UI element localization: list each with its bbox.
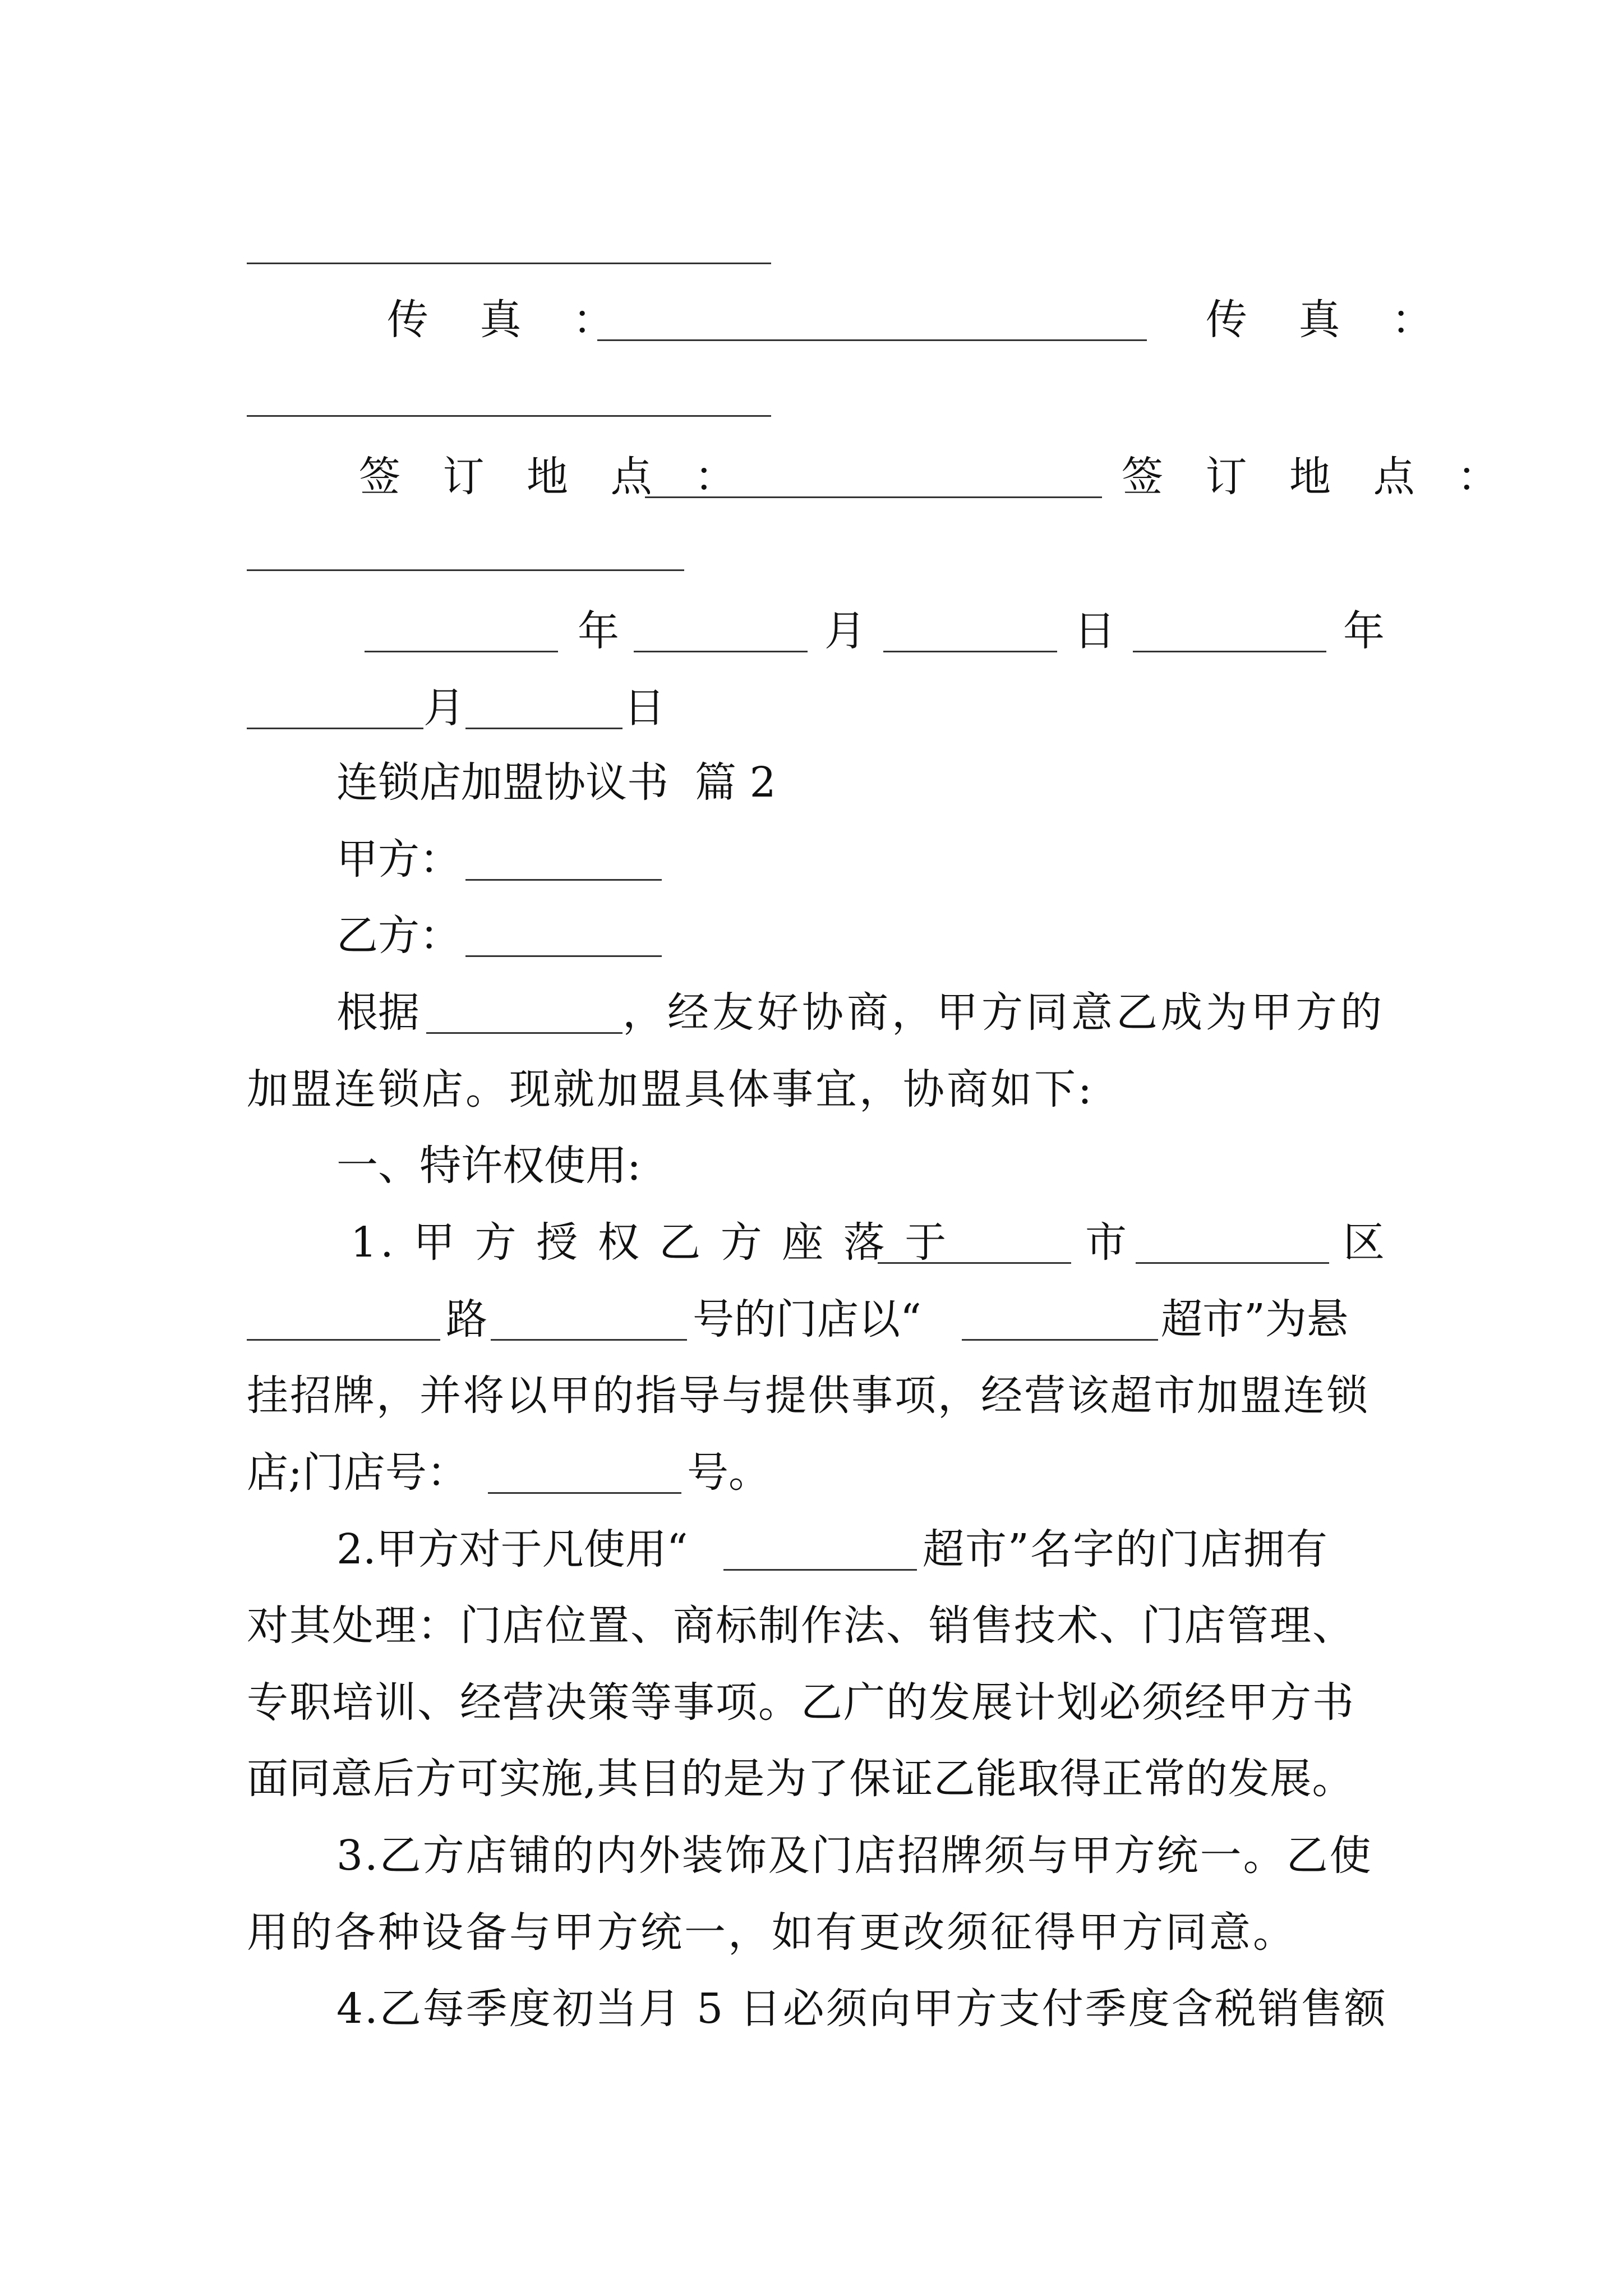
year-blank-party-a (365, 651, 558, 652)
day-blank-party-b (465, 728, 623, 729)
month-label-party-b: 月 (423, 684, 465, 732)
clause1-store-number-label: 店;门店号： (247, 1448, 468, 1497)
clause2-line-4: 面同意后方可实施,其目的是为了保证乙能取得正常的发展。 (247, 1755, 1354, 1803)
clause1-city-blank (878, 1262, 1071, 1264)
month-blank-party-b (247, 728, 423, 729)
signing-place-label-party-a: 签 订 地 点 ： (359, 453, 751, 501)
year-blank-party-b (1133, 651, 1326, 652)
clause1-district-blank (1136, 1262, 1329, 1264)
party-a-label: 甲方： (336, 835, 461, 884)
signing-place-label-party-b: 签 订 地 点 ： (1122, 453, 1514, 501)
intro-basis-blank (426, 1032, 623, 1034)
party-b-label: 乙方： (336, 912, 461, 960)
clause2-line-1-end: 超市”名字的门店拥有 (923, 1525, 1329, 1573)
clause1-road-blank (247, 1339, 440, 1341)
fax-label-party-b: 传 真 ： (1206, 296, 1453, 344)
clause1-number-blank (491, 1339, 687, 1341)
day-blank-party-a (883, 651, 1057, 652)
month-label-party-a: 月 (824, 607, 866, 655)
party-b-blank (465, 955, 662, 957)
clause1-text-a: 1. 甲 方 授 权 乙 方 座 落 于 (351, 1218, 950, 1267)
fax-label-party-a: 传 真 ： (387, 296, 634, 344)
clause4-line-1: 4.乙每季度初当月 5 日必须向甲方支付季度含税销售额 (336, 1985, 1387, 2033)
year-label-party-a: 年 (578, 607, 619, 655)
heading-franchise-use: 一、特许权使用: (336, 1142, 641, 1190)
clause1-district-label: 区 (1343, 1218, 1385, 1267)
clause1-store-text: 号的门店以“ (693, 1295, 921, 1343)
day-label-party-a: 日 (1074, 607, 1115, 655)
clause2-line-3: 专职培训、经营决策等事项。乙广的发展计划必须经甲方书 (247, 1678, 1355, 1727)
clause2-line-2: 对其处理：门店位置、商标制作法、销售技术、门店管理、 (247, 1602, 1355, 1650)
clause3-line-1: 3.乙方店铺的内外装饰及门店招牌须与甲方统一。乙使 (336, 1832, 1373, 1880)
clause3-line-2: 用的各种设备与甲方统一，如有更改须征得甲方同意。 (247, 1908, 1297, 1957)
clause2-line-1-start: 2.甲方对于凡使用“ (336, 1525, 688, 1573)
party-a-blank (465, 879, 662, 881)
clause2-brand-blank (723, 1569, 917, 1571)
clause1-city-label: 市 (1085, 1218, 1127, 1267)
intro-text-start: 根据 (336, 988, 419, 1037)
signing-place-blank-party-b (247, 569, 684, 571)
intro-line-2: 加盟连锁店。现就加盟具体事宜，协商如下: (247, 1065, 1094, 1114)
day-label-party-b: 日 (624, 684, 665, 732)
fax-blank-party-a (597, 339, 1147, 341)
clause1-brand-blank (962, 1339, 1158, 1341)
clause1-store-number-blank (488, 1492, 681, 1494)
clause1-line-3: 挂招牌，并将以甲的指导与提供事项，经营该超市加盟连锁 (247, 1372, 1370, 1420)
clause1-road-label: 路 (446, 1295, 487, 1343)
year-label-party-b: 年 (1343, 607, 1385, 655)
intro-text-end: ，经友好协商，甲方同意乙成为甲方的 (623, 988, 1385, 1037)
signing-place-blank-party-a (645, 496, 1102, 498)
month-blank-party-a (634, 651, 808, 652)
fax-blank-party-b (247, 415, 771, 417)
blank-line (247, 263, 771, 264)
clause1-supermarket-text: 超市”为悬 (1161, 1295, 1348, 1343)
clause1-store-number-suffix: 号。 (687, 1448, 770, 1497)
section-title: 连锁店加盟协议书 篇 2 (336, 758, 776, 807)
